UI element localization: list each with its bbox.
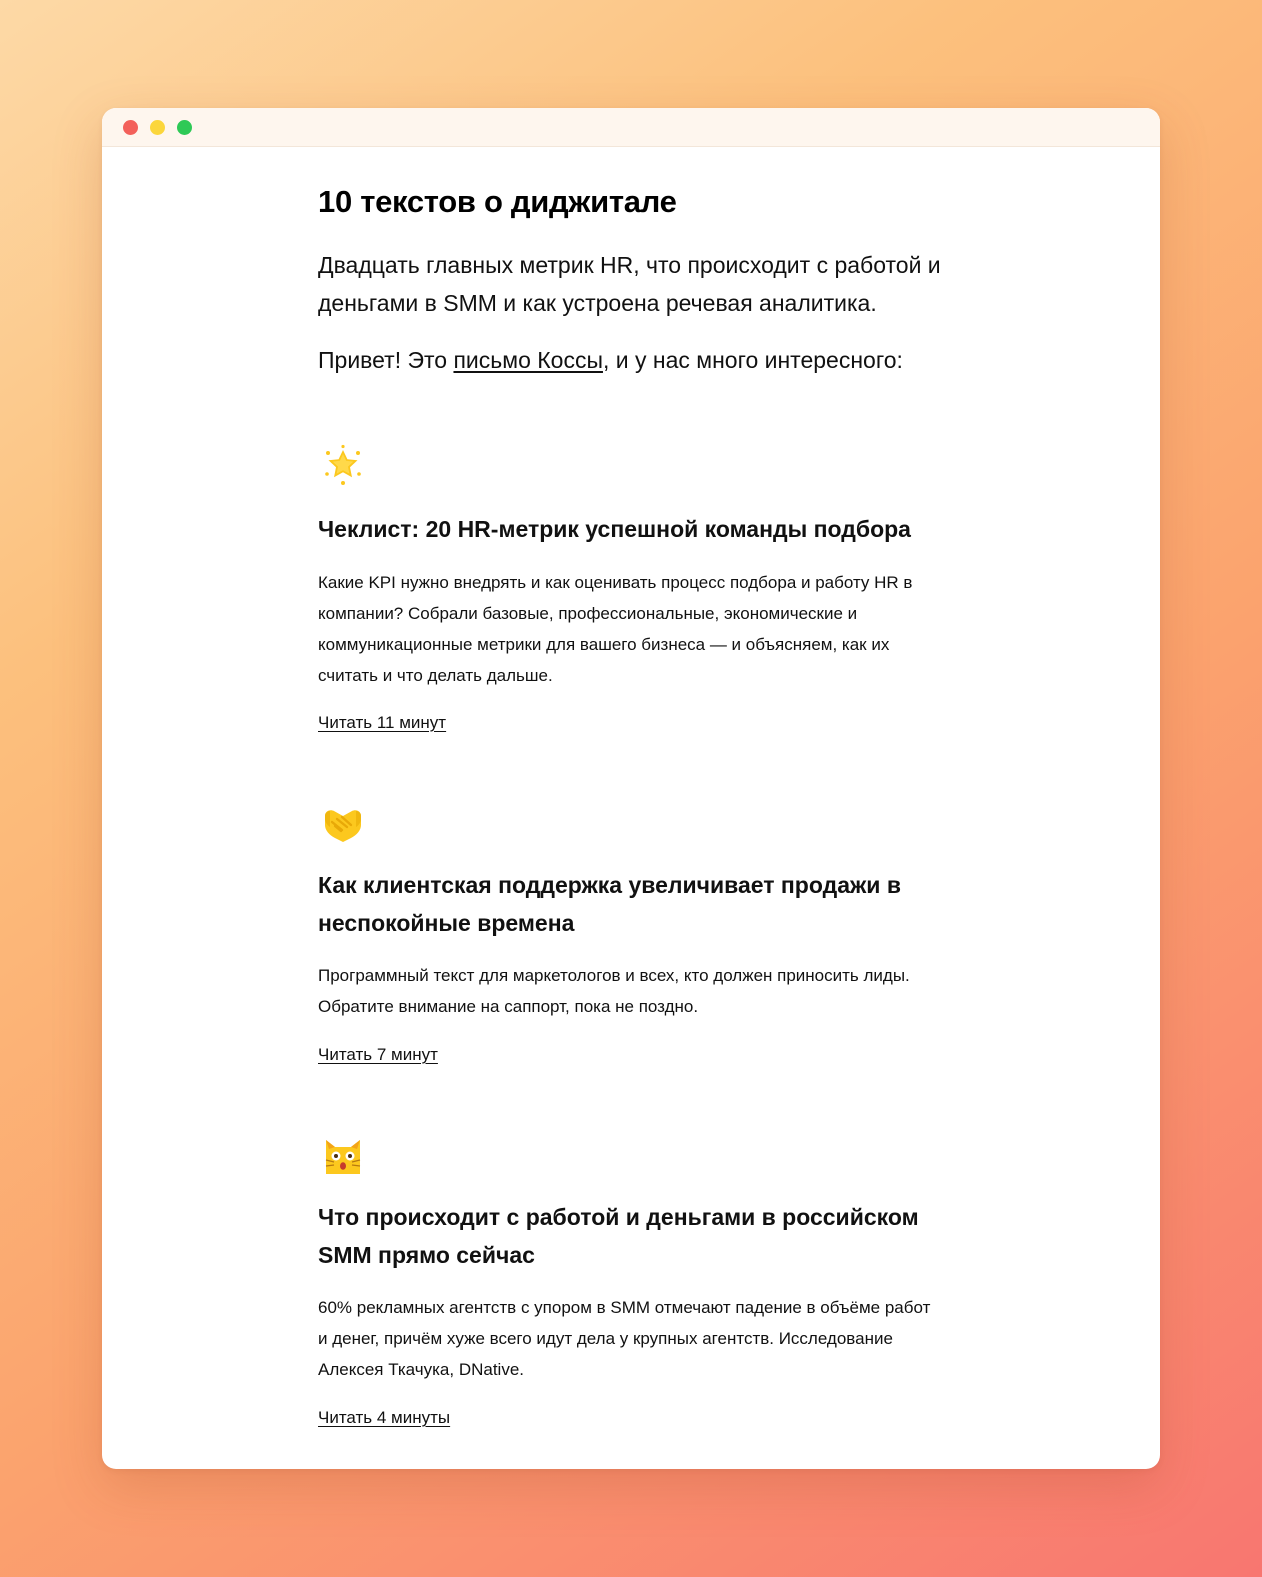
- article-description: Программный текст для маркетологов и всех, кто должен приносить лиды. Обратите внимание на саппорт, пока не поздно.: [318, 966, 910, 1016]
- glowing-star-icon: [322, 444, 364, 486]
- article-description: Какие KPI нужно внедрять и как оценивать процесс подбора и работу HR в компании? Собрали базовые, профессиональные, экономические и коммуникационные метрики для вашего бизнеса — и объясняем, как их считать и что делать дальше.: [318, 573, 913, 685]
- read-article-link[interactable]: Читать 4 минуты: [318, 1408, 451, 1427]
- article-title[interactable]: Чеклист: 20 HR-метрик успешной команды подбора: [318, 516, 911, 542]
- read-article-link[interactable]: Читать 11 минут: [318, 713, 447, 732]
- window-titlebar: [102, 108, 1160, 147]
- email-lead: Двадцать главных метрик HR, что происходит с работой и деньгами в SMM и как устроена речевая аналитика.: [318, 252, 941, 316]
- maximize-window-button[interactable]: [177, 120, 192, 135]
- article-title[interactable]: Что происходит с работой и деньгами в российском SMM прямо сейчас: [318, 1204, 919, 1268]
- handshake-icon: [322, 804, 364, 846]
- kossa-letter-link[interactable]: письмо Коссы: [453, 347, 603, 373]
- greeting-text-start: Привет! Это: [318, 347, 454, 373]
- browser-window: [102, 108, 1160, 1469]
- read-article-link[interactable]: Читать 7 минут: [318, 1045, 438, 1064]
- minimize-window-button[interactable]: [150, 120, 165, 135]
- article-description: 60% рекламных агентств с упором в SMM отмечают падение в объёме работ и денег, причём хуже всего идут дела у крупных агентств. Исследование Алексея Ткачука, DNative.: [318, 1298, 931, 1379]
- greeting-text-end: , и у нас много интересного:: [602, 347, 903, 373]
- email-greeting: [318, 341, 903, 379]
- email-title: 10 текстов о диджитале: [318, 184, 677, 219]
- close-window-button[interactable]: [123, 120, 138, 135]
- article-title[interactable]: Как клиентская поддержка увеличивает продажи в неспокойные времена: [318, 872, 901, 936]
- weary-cat-icon: [322, 1136, 364, 1178]
